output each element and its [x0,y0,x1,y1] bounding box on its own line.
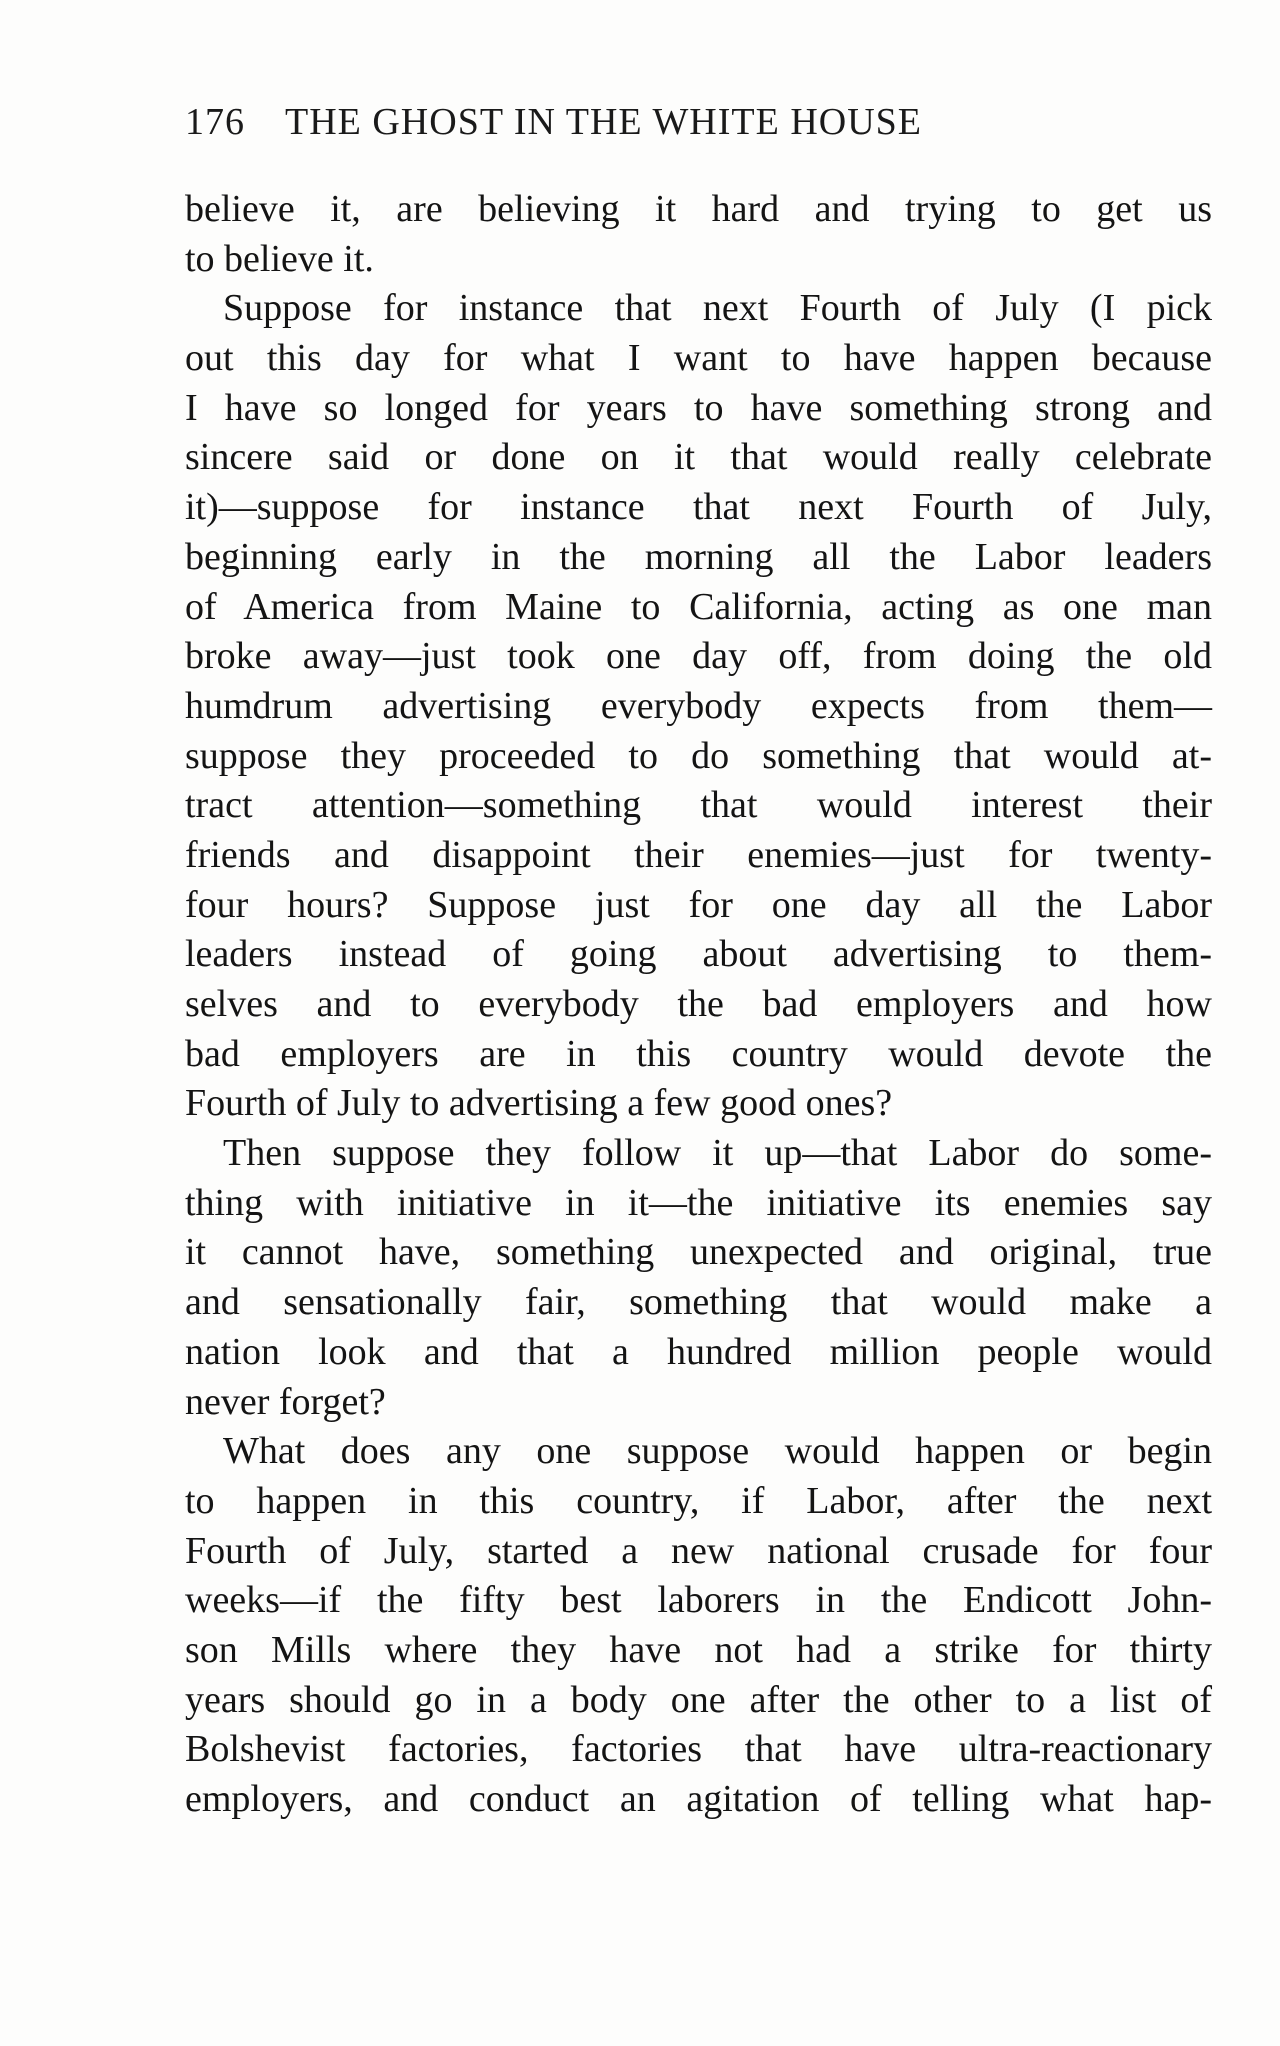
text-line: bad employers are in this country would devote the [185,1032,1212,1075]
paragraph [185,185,1212,284]
text-line: friends and disappoint their enemies—just for twenty- [185,833,1212,876]
text-line: suppose they proceeded to do something that would at- [185,734,1212,777]
text-line: of America from Maine to California, acting as one man [185,585,1212,628]
text-line: out this day for what I want to have happen because [185,337,1212,380]
text-line: nation look and that a hundred million people would [185,1330,1212,1373]
text-line: Fourth of July, started a new national crusade for four [185,1529,1212,1572]
text-line: never forget? [185,1380,386,1423]
page-number: 176 [185,101,245,143]
text-line: four hours? Suppose just for one day all the Labor [185,883,1212,926]
text-line: to believe it. [185,237,374,280]
text-line: years should go in a body one after the other to a list of [185,1678,1212,1721]
text-line: I have so longed for years to have something strong and [185,386,1212,429]
text-line: humdrum advertising everybody expects from them— [185,684,1212,727]
running-title: THE GHOST IN THE WHITE HOUSE [285,101,923,143]
paragraph [185,1129,1212,1427]
text-line: Fourth of July to advertising a few good ones? [185,1082,893,1125]
text-line: Suppose for instance that next Fourth of July (I pick [223,287,1212,330]
body-text [185,185,1212,1825]
text-line: What does any one suppose would happen or begin [223,1430,1212,1473]
text-line: believe it, are believing it hard and trying to get us [185,188,1212,230]
text-line: it)—suppose for instance that next Fourth of July, [185,486,1212,529]
text-line: Then suppose they follow it up—that Labor do some- [223,1132,1212,1175]
text-line: weeks—if the fifty best laborers in the Endicott John- [185,1579,1212,1622]
text-line: sincere said or done on it that would really celebrate [185,436,1212,479]
paragraph [185,284,1212,1129]
text-line: thing with initiative in it—the initiative its enemies say [185,1181,1212,1224]
text-line: employers, and conduct an agitation of telling what hap- [185,1778,1212,1820]
text-line: to happen in this country, if Labor, after the next [185,1479,1212,1522]
running-head [185,100,1212,144]
text-line: son Mills where they have not had a strike for thirty [185,1628,1212,1671]
text-line: and sensationally fair, something that would make a [185,1281,1212,1324]
text-line: tract attention—something that would interest their [185,784,1212,827]
text-line: broke away—just took one day off, from doing the old [185,635,1212,678]
text-line: leaders instead of going about advertising to them- [185,933,1212,976]
text-line: Bolshevist factories, factories that have ultra-reactionary [185,1728,1212,1771]
paragraph [185,1427,1212,1825]
text-line: selves and to everybody the bad employers and how [185,983,1212,1025]
text-line: beginning early in the morning all the Labor leaders [185,535,1212,578]
text-line: it cannot have, something unexpected and original, true [185,1231,1212,1274]
